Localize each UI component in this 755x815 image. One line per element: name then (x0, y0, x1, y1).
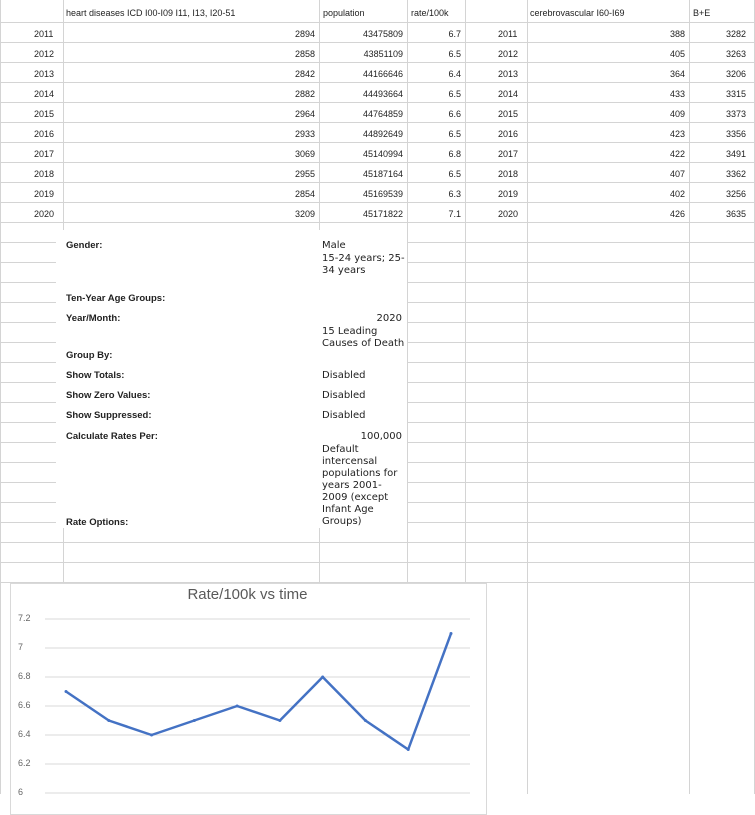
show-zero-values-label: Show Zero Values: (66, 390, 151, 401)
data-point-2018 (364, 719, 367, 722)
cell-year[interactable]: 2012 (34, 49, 55, 59)
cell-year[interactable]: 2011 (34, 29, 54, 39)
cell-year2[interactable]: 2019 (498, 189, 519, 199)
cell-population[interactable]: 44166646 (362, 69, 403, 79)
cell-population[interactable]: 45171822 (362, 209, 403, 219)
cell-be[interactable]: 3282 (725, 29, 746, 39)
cell-year2[interactable]: 2014 (498, 89, 519, 99)
data-point-2016 (278, 719, 281, 722)
cell-year2[interactable]: 2017 (498, 149, 519, 159)
data-point-2017 (321, 676, 324, 679)
header-rate: rate/100k (411, 8, 449, 18)
cell-year[interactable]: 2013 (34, 69, 55, 79)
y-tick-label: 6 (18, 787, 24, 797)
cell-population[interactable]: 44493664 (362, 89, 403, 99)
rate-options-label: Rate Options: (66, 517, 129, 528)
cell-cerebro[interactable]: 423 (669, 129, 685, 139)
cell-population[interactable]: 45187164 (362, 169, 403, 179)
rate-series-line (66, 634, 451, 750)
cell-be[interactable]: 3315 (725, 89, 746, 99)
show-suppressed-value: Disabled (322, 410, 366, 421)
cell-heart[interactable]: 2842 (294, 69, 315, 79)
cell-heart[interactable]: 3209 (294, 209, 315, 219)
cell-heart[interactable]: 2858 (294, 49, 315, 59)
calculate-rates-value: 100,000 (360, 431, 402, 442)
cell-be[interactable]: 3491 (725, 149, 746, 159)
age-groups-value: 15-24 years; 25-34 years (322, 253, 405, 276)
cell-rate[interactable]: 6.6 (448, 109, 461, 119)
cell-be[interactable]: 3373 (725, 109, 746, 119)
cell-year[interactable]: 2014 (34, 89, 55, 99)
cell-cerebro[interactable]: 426 (669, 209, 685, 219)
show-zero-values-value: Disabled (322, 390, 366, 401)
cell-heart[interactable]: 2854 (294, 189, 315, 199)
cell-year2[interactable]: 2012 (498, 49, 519, 59)
cell-rate[interactable]: 6.7 (448, 29, 461, 39)
calculate-rates-label: Calculate Rates Per: (66, 431, 158, 442)
show-totals-value: Disabled (322, 370, 366, 381)
cell-cerebro[interactable]: 409 (669, 109, 685, 119)
age-groups-label: Ten-Year Age Groups: (66, 293, 166, 304)
cell-population[interactable]: 43851109 (363, 49, 403, 59)
cell-be[interactable]: 3356 (725, 129, 746, 139)
cell-year[interactable]: 2015 (34, 109, 55, 119)
cell-cerebro[interactable]: 422 (669, 149, 685, 159)
cell-rate[interactable]: 6.5 (448, 89, 461, 99)
y-tick-label: 7.2 (18, 613, 31, 623)
cell-cerebro[interactable]: 407 (669, 169, 685, 179)
cell-cerebro[interactable]: 402 (669, 189, 685, 199)
cell-rate[interactable]: 7.1 (448, 209, 461, 219)
cell-population[interactable]: 43475809 (362, 29, 403, 39)
cell-be[interactable]: 3256 (725, 189, 746, 199)
header-b-plus-e: B+E (693, 8, 711, 18)
cell-rate[interactable]: 6.5 (448, 49, 461, 59)
cell-be[interactable]: 3206 (725, 69, 746, 79)
cell-year[interactable]: 2016 (34, 129, 55, 139)
y-tick-label: 6.6 (18, 700, 31, 710)
cell-heart[interactable]: 2933 (294, 129, 315, 139)
cell-population[interactable]: 45169539 (362, 189, 403, 199)
group-by-label: Group By: (66, 350, 113, 361)
cell-year[interactable]: 2018 (34, 169, 55, 179)
chart-title: Rate/100k vs time (187, 586, 308, 603)
data-point-2014 (193, 719, 196, 722)
cell-heart[interactable]: 3069 (294, 149, 315, 159)
rate-options-value: Default intercensal populations for years 2001-2009 (except Infant Age Groups) (322, 444, 398, 527)
cell-year2[interactable]: 2018 (498, 169, 519, 179)
year-month-label: Year/Month: (66, 313, 121, 324)
y-tick-label: 7 (18, 642, 24, 652)
cell-rate[interactable]: 6.5 (448, 129, 461, 139)
cell-heart[interactable]: 2882 (294, 89, 315, 99)
cell-be[interactable]: 3263 (725, 49, 746, 59)
cell-year[interactable]: 2019 (34, 189, 55, 199)
cell-cerebro[interactable]: 405 (669, 49, 685, 59)
cell-year[interactable]: 2020 (34, 209, 55, 219)
cell-heart[interactable]: 2964 (294, 109, 315, 119)
gender-label: Gender: (66, 240, 103, 251)
show-suppressed-label: Show Suppressed: (66, 410, 152, 421)
group-by-value: 15 Leading Causes of Death (322, 326, 405, 349)
cell-cerebro[interactable]: 388 (669, 29, 685, 39)
show-totals-label: Show Totals: (66, 370, 125, 381)
data-point-2020 (450, 632, 453, 635)
y-tick-label: 6.4 (18, 729, 31, 739)
gender-value: Male (322, 240, 346, 251)
cell-year[interactable]: 2017 (34, 149, 55, 159)
cell-heart[interactable]: 2894 (294, 29, 315, 39)
cell-population[interactable]: 45140994 (362, 149, 403, 159)
cell-population[interactable]: 44764859 (362, 109, 403, 119)
cell-be[interactable]: 3635 (725, 209, 746, 219)
cell-be[interactable]: 3362 (725, 169, 746, 179)
cell-year2[interactable]: 2013 (498, 69, 519, 79)
header-heart-diseases: heart diseases ICD I00-I09 I11, I13, I20-51 (66, 8, 236, 18)
cell-year2[interactable]: 2020 (498, 209, 519, 219)
header-cerebrovascular: cerebrovascular I60-I69 (530, 8, 625, 18)
year-month-value: 2020 (376, 313, 402, 324)
cell-cerebro[interactable]: 433 (669, 89, 685, 99)
cell-rate[interactable]: 6.8 (448, 149, 461, 159)
cell-year2[interactable]: 2015 (498, 109, 519, 119)
cell-year2[interactable]: 2011 (498, 29, 518, 39)
cell-year2[interactable]: 2016 (498, 129, 519, 139)
data-point-2012 (107, 719, 110, 722)
header-population: population (323, 8, 365, 18)
cell-heart[interactable]: 2955 (294, 169, 315, 179)
cell-population[interactable]: 44892649 (362, 129, 403, 139)
cell-rate[interactable]: 6.3 (448, 189, 461, 199)
cell-rate[interactable]: 6.5 (448, 169, 461, 179)
data-point-2011 (65, 690, 68, 693)
cell-cerebro[interactable]: 364 (669, 69, 685, 79)
cell-rate[interactable]: 6.4 (448, 69, 461, 79)
data-point-2019 (407, 748, 410, 751)
y-tick-label: 6.2 (18, 758, 31, 768)
data-point-2015 (236, 705, 239, 708)
y-tick-label: 6.8 (18, 671, 31, 681)
data-point-2013 (150, 734, 153, 737)
